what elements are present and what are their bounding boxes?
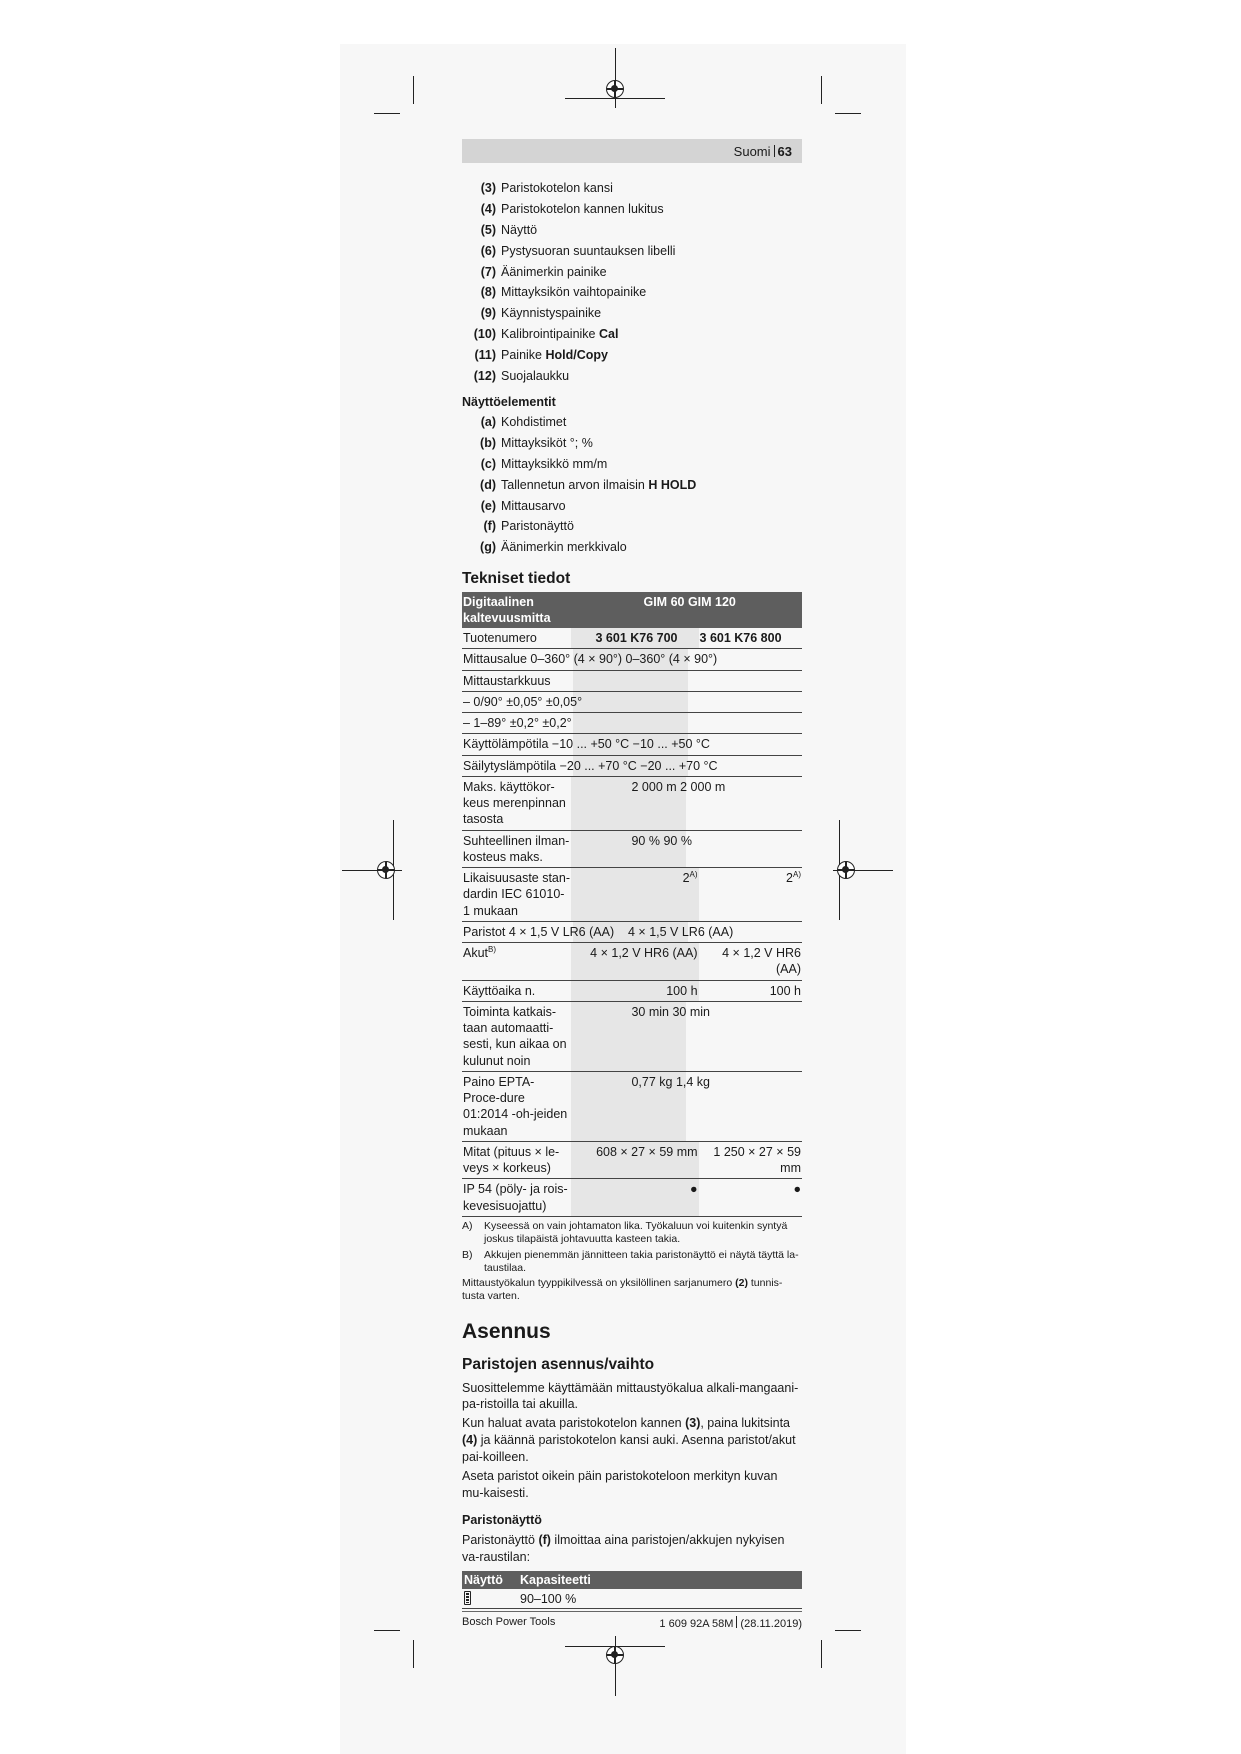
item-number: (f) bbox=[483, 519, 496, 534]
item-number: (8) bbox=[480, 285, 496, 300]
crop-mark bbox=[835, 113, 861, 114]
table-row bbox=[462, 980, 802, 1001]
table-cell-value: 100 h bbox=[699, 980, 802, 1001]
table-row bbox=[462, 734, 802, 755]
table-cell: Mittaustarkkuus bbox=[462, 670, 802, 691]
item-number: (11) bbox=[474, 347, 496, 362]
list-item bbox=[462, 261, 802, 282]
battery-indicator-heading: Paristonäyttö bbox=[462, 1512, 542, 1527]
crop-mark bbox=[615, 48, 616, 108]
item-text: Paristokotelon kansi bbox=[501, 181, 613, 196]
serial-note: Mittaustyökalun tyyppikilvessä on yksilöllinen sarjanumero (2) tunnis-tusta varten. bbox=[462, 1277, 783, 1303]
footnote: B) Akkujen pienemmän jännitteen takia paristonäyttö ei näytä täyttä la-taustilaa. bbox=[462, 1249, 799, 1275]
list-item bbox=[462, 344, 802, 365]
table-cell: Käyttölämpötila −10 ... +50 °C −10 ... +50 °C bbox=[462, 734, 802, 755]
item-text: Paristokotelon kannen lukitus bbox=[501, 202, 664, 217]
page-header bbox=[462, 139, 802, 163]
item-number: (10) bbox=[473, 326, 496, 341]
display-elements-heading: Näyttöelementit bbox=[462, 394, 556, 409]
table-cell-value: 4 × 1,2 V HR6 (AA) bbox=[571, 943, 698, 981]
battery-change-heading: Paristojen asennus/vaihto bbox=[462, 1355, 655, 1373]
table-row bbox=[462, 628, 802, 649]
display-element-list bbox=[462, 412, 802, 558]
item-number: (5) bbox=[480, 222, 496, 237]
table-row bbox=[462, 921, 802, 942]
item-number: (7) bbox=[480, 264, 496, 279]
item-number: (9) bbox=[480, 306, 496, 321]
item-number: (a) bbox=[480, 415, 496, 430]
item-number: (c) bbox=[480, 456, 496, 471]
table-cell: Paristot 4 × 1,5 V LR6 (AA) 4 × 1,5 V LR6 (AA) bbox=[462, 921, 802, 942]
table-row bbox=[462, 830, 802, 868]
table-cell-value: 30 min 30 min bbox=[571, 1001, 802, 1071]
table-row bbox=[462, 943, 802, 981]
item-text: Tallennetun arvon ilmaisin bbox=[501, 477, 649, 492]
table-row bbox=[462, 1001, 802, 1071]
table-cell-value: ● bbox=[571, 1179, 698, 1217]
registration-mark-icon bbox=[837, 861, 855, 879]
table-row bbox=[462, 1071, 802, 1141]
crop-mark bbox=[821, 76, 822, 104]
paragraph: Paristonäyttö (f) ilmoittaa aina paristojen/akkujen nykyisen va-raustilan: bbox=[462, 1532, 785, 1564]
page-number: 63 bbox=[777, 144, 792, 159]
footer-publisher: Bosch Power Tools bbox=[462, 1616, 556, 1628]
table-cell-value: 2 000 m 2 000 m bbox=[571, 776, 802, 830]
table-row bbox=[462, 649, 802, 670]
table-head-label: Digitaalinen kaltevuusmitta bbox=[462, 592, 571, 629]
table-row bbox=[462, 713, 802, 734]
table-cell-label: Likaisuusaste stan-dardin IEC 61010-1 mukaan bbox=[462, 868, 571, 922]
capacity-table bbox=[462, 1571, 802, 1609]
table-cell-value: $2^{A)}$ bbox=[699, 868, 802, 922]
capacity-head-capacity: Kapasiteetti bbox=[518, 1571, 802, 1589]
table-cell-label: Toiminta katkais-taan automaatti-sesti, kun aikaa on kulunut noin bbox=[462, 1001, 571, 1071]
footer-doc-id: 1 609 92A 58M (28.11.2019) bbox=[659, 1618, 802, 1630]
list-item bbox=[462, 199, 802, 220]
list-item bbox=[462, 220, 802, 241]
item-text: Kalibrointipainike bbox=[501, 326, 599, 341]
table-cell-value: $2^{A)}$ bbox=[571, 868, 698, 922]
table-cell: – 0/90° ±0,05° ±0,05° bbox=[462, 691, 802, 712]
capacity-value: 90–100 % bbox=[518, 1589, 802, 1609]
crop-mark bbox=[615, 1636, 616, 1696]
table-cell-value: 1 250 × 27 × 59 mm bbox=[699, 1141, 802, 1179]
footnotes bbox=[462, 1220, 802, 1304]
crop-mark bbox=[413, 76, 414, 104]
table-cell-value: 3 601 K76 700 bbox=[571, 628, 698, 649]
registration-mark-icon bbox=[377, 861, 395, 879]
tech-data-table bbox=[462, 592, 802, 1217]
list-item bbox=[462, 495, 802, 516]
item-text: Mittayksiköt °; % bbox=[501, 436, 593, 451]
registration-mark-icon bbox=[606, 1646, 624, 1664]
table-row bbox=[462, 868, 802, 922]
item-text: Pystysuoran suuntauksen libelli bbox=[501, 243, 676, 258]
crop-mark bbox=[821, 1640, 822, 1668]
table-cell-value: 4 × 1,2 V HR6 (AA) bbox=[699, 943, 802, 981]
list-item bbox=[462, 324, 802, 345]
item-number: (e) bbox=[480, 498, 496, 513]
battery-full-icon bbox=[462, 1589, 518, 1609]
item-bold-text: Cal bbox=[598, 326, 619, 341]
item-bold-text: Hold/Copy bbox=[545, 347, 608, 362]
table-cell-label: Paino EPTA-Proce-dure 01:2014 -oh-jeiden mukaan bbox=[462, 1071, 571, 1141]
footnote: A) Kyseessä on vain johtamaton lika. Työkaluun voi kuitenkin syntyä joskus tilapäistä johtavuutta kasteen takia. bbox=[462, 1219, 788, 1245]
table-cell-label: IP 54 (pöly- ja rois-kevesisuojattu) bbox=[462, 1179, 571, 1217]
table-cell-value: 3 601 K76 800 bbox=[699, 628, 802, 649]
table-cell: – 1–89° ±0,2° ±0,2° bbox=[462, 713, 802, 734]
table-cell-value: 100 h bbox=[571, 980, 698, 1001]
list-item bbox=[462, 240, 802, 261]
item-bold-text: H HOLD bbox=[648, 477, 697, 492]
table-row bbox=[462, 755, 802, 776]
list-item bbox=[462, 454, 802, 475]
crop-mark bbox=[835, 1630, 861, 1631]
list-item bbox=[462, 433, 802, 454]
assembly-title: Asennus bbox=[462, 1319, 551, 1343]
list-item bbox=[462, 303, 802, 324]
item-number: (3) bbox=[480, 181, 496, 196]
table-cell: Säilytyslämpötila −20 ... +70 °C −20 ... +70 °C bbox=[462, 755, 802, 776]
item-text: Mittausarvo bbox=[501, 498, 566, 513]
paragraph: Kun haluat avata paristokotelon kannen (3), paina lukitsinta (4) ja käännä paristokotelon kansi auki. Asenna paristot/akut pai-koilleen. bbox=[462, 1416, 796, 1465]
table-cell: Mittausalue 0–360° (4 × 90°) 0–360° (4 × 90°) bbox=[462, 649, 802, 670]
table-cell-label: Akut$^{B)}$ bbox=[462, 943, 571, 981]
item-text: Mittayksikkö mm/m bbox=[501, 456, 608, 471]
item-number: (6) bbox=[480, 243, 496, 258]
table-cell-label: Maks. käyttökor-keus merenpinnan tasosta bbox=[462, 776, 571, 830]
list-item bbox=[462, 516, 802, 537]
item-text: Äänimerkin painike bbox=[501, 264, 607, 279]
item-number: (4) bbox=[480, 202, 496, 217]
table-row bbox=[462, 1141, 802, 1179]
main-column bbox=[462, 178, 802, 1609]
table-cell-value: 90 % 90 % bbox=[571, 830, 802, 868]
table-row bbox=[462, 1179, 802, 1217]
table-cell-label: Käyttöaika n. bbox=[462, 980, 571, 1001]
component-list bbox=[462, 178, 802, 386]
item-number: (g) bbox=[480, 540, 496, 555]
table-row bbox=[462, 691, 802, 712]
item-number: (b) bbox=[480, 436, 496, 451]
item-text: Paristonäyttö bbox=[501, 519, 574, 534]
list-item bbox=[462, 412, 802, 433]
crop-mark bbox=[413, 1640, 414, 1668]
list-item bbox=[462, 282, 802, 303]
list-item bbox=[462, 178, 802, 199]
table-cell-value: ● bbox=[699, 1179, 802, 1217]
item-number: (12) bbox=[473, 368, 496, 383]
paragraph: Suosittelemme käyttämään mittaustyökalua alkali-mangaani-pa-ristoilla tai akuilla. bbox=[462, 1380, 799, 1412]
list-item bbox=[462, 474, 802, 495]
table-cell-value: 608 × 27 × 59 mm bbox=[571, 1141, 698, 1179]
paragraph: Aseta paristot oikein päin paristokoteloon merkityn kuvan mu-kaisesti. bbox=[462, 1468, 778, 1500]
table-cell-label: Mitat (pituus × le-veys × korkeus) bbox=[462, 1141, 571, 1179]
table-cell-label: Suhteellinen ilman-kosteus maks. bbox=[462, 830, 571, 868]
crop-mark bbox=[374, 1630, 400, 1631]
page-footer bbox=[462, 1611, 802, 1630]
table-row bbox=[462, 670, 802, 691]
list-item bbox=[462, 537, 802, 558]
item-text: Painike bbox=[501, 347, 546, 362]
table-cell-value: 0,77 kg 1,4 kg bbox=[571, 1071, 802, 1141]
section-name: Suomi bbox=[733, 144, 771, 159]
item-text: Mittayksikön vaihtopainike bbox=[501, 285, 647, 300]
item-text: Suojalaukku bbox=[501, 368, 570, 383]
registration-mark-icon bbox=[606, 80, 624, 98]
list-item bbox=[462, 365, 802, 386]
item-text: Käynnistyspainike bbox=[501, 306, 602, 321]
item-text: Näyttö bbox=[501, 222, 538, 237]
capacity-head-display: Näyttö bbox=[462, 1571, 518, 1589]
crop-mark bbox=[374, 113, 400, 114]
item-text: Kohdistimet bbox=[501, 415, 567, 430]
table-head-models: GIM 60 GIM 120 bbox=[571, 592, 802, 629]
item-number: (d) bbox=[480, 477, 496, 492]
table-row bbox=[462, 776, 802, 830]
tech-data-heading: Tekniset tiedot bbox=[462, 569, 571, 587]
item-text: Äänimerkin merkkivalo bbox=[501, 540, 627, 555]
table-cell-label: Tuotenumero bbox=[462, 628, 571, 649]
